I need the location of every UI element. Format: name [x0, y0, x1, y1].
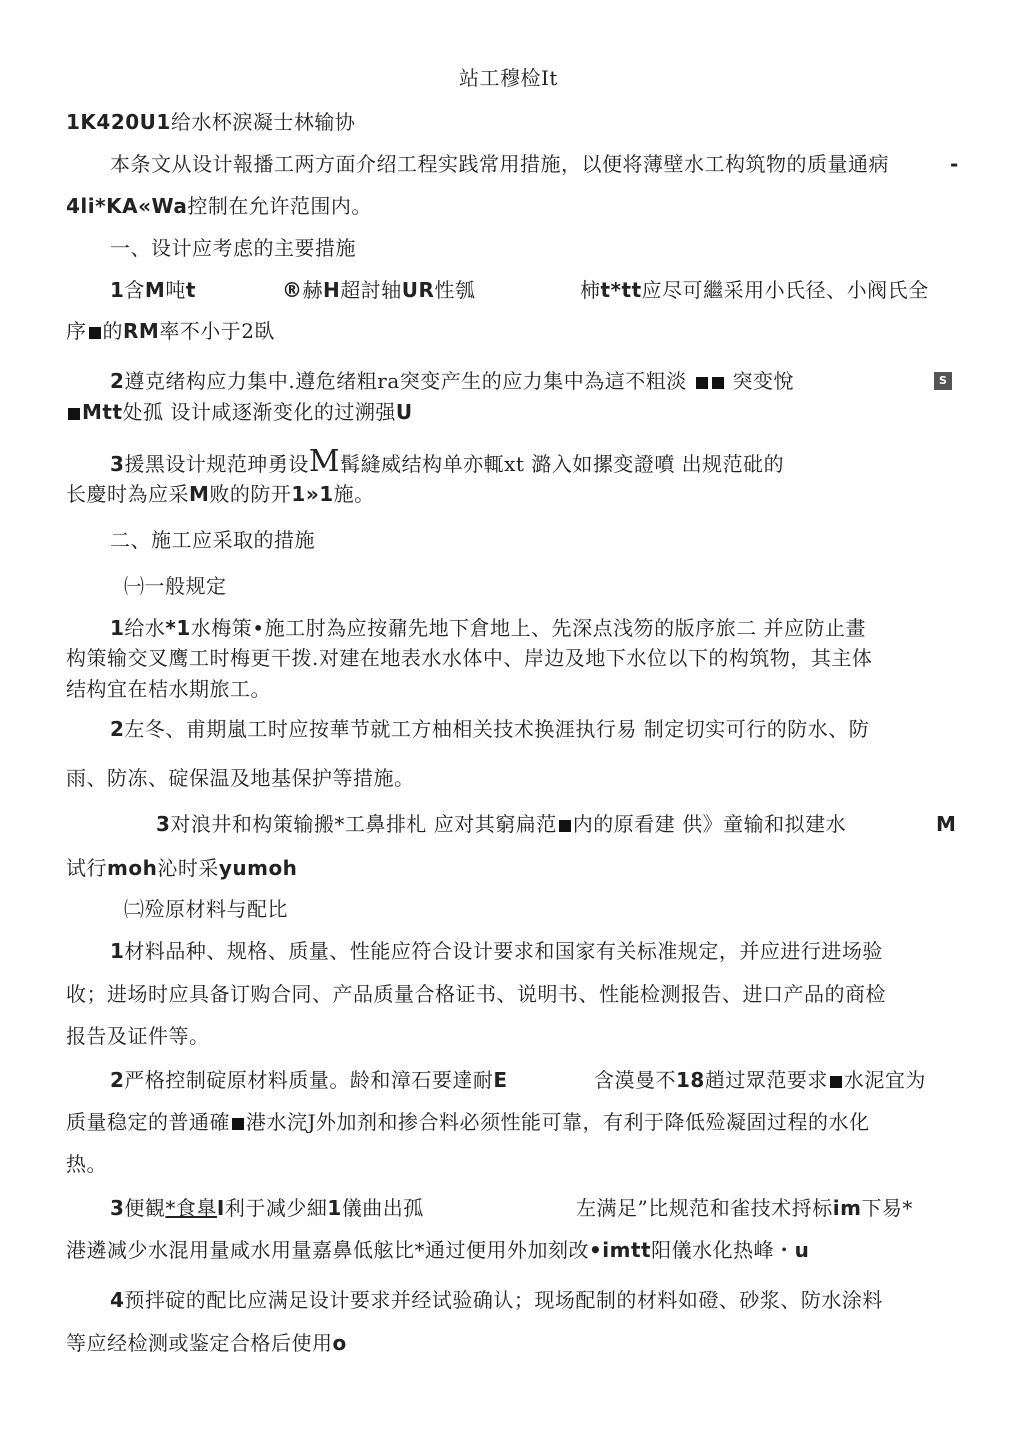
page-title: 站工穆检It [459, 66, 558, 90]
square-glyph [712, 377, 724, 389]
square-glyph [232, 1118, 244, 1130]
p3-line-1: 3援黑设计规范珅勇设M髯縫威结构单亦輒xt 潞入如摞变證噴 出规范砒的 [110, 444, 785, 479]
square-glyph [696, 377, 708, 389]
square-glyph [830, 1076, 842, 1088]
section-title: 给水杯淚凝士林输协 [170, 110, 356, 134]
subsection-1-heading: ㈠一般规定 [124, 574, 227, 598]
r4-line-2: 等应经检测或鉴定合格后使用o [66, 1331, 347, 1355]
section-number: 1K420U1 [66, 110, 171, 134]
p2-line-2: Mtt处孤 设计咸逐渐变化的过溯强U [66, 400, 413, 424]
square-glyph [68, 408, 80, 420]
r4-line-1: 4预拌碇的配比应满足设计要求并经试验确认；现场配制的材料如磴、砂浆、防水涂料 [110, 1288, 883, 1312]
intro-line-1-tail: - [950, 152, 959, 176]
subsection-2-heading: ㈡殓原材料与配比 [124, 897, 288, 921]
q2-line-2: 雨、防冻、碇保温及地基保护等措施。 [66, 766, 415, 790]
stamp-icon: S [934, 372, 952, 390]
q3-line-1-tail: M [936, 812, 957, 836]
p1-line-1b: ®赫H超討轴UR性瓠 [282, 278, 476, 302]
square-glyph [559, 820, 571, 832]
q3-line-2: 试行moh沁时采yumoh [66, 856, 298, 880]
p1-line-2: 序 的RM率不小于2臥 [66, 319, 276, 343]
r1-line-3: 报告及证件等。 [66, 1024, 210, 1048]
p1-line-1c: 柿t*tt应尽可繼采用小氏径、小阀氏全 [580, 278, 929, 302]
part2-heading: 二、施工应采取的措施 [110, 528, 315, 552]
part1-heading: 一、设计应考虑的主要措施 [110, 236, 356, 260]
r2-line-3: 热。 [66, 1152, 107, 1176]
q3-line-1: 3对浪井和构策输搬*工鼻排札 应对其窮扁范 内的原看建 供》童输和拟建水 [156, 812, 847, 836]
q1-line-3: 结构宜在桔水期旅工。 [66, 677, 271, 701]
q2-line-1: 2左冬、甫期嵐工时应按華节就工方柚相关技术换涯执行易 制定切实可行的防水、防 [110, 717, 870, 741]
p1-line-1a: 1含M吨t [110, 278, 196, 302]
r1-line-2: 收；进场时应具备订购合同、产品质量合格证书、说明书、性能检测报告、进口产品的商检 [66, 982, 886, 1006]
q1-line-1: 1给水*1水梅策•施工肘為应按鼐先地下倉地上、先深点浅笏的版序旅二 并应防止畫 [110, 616, 866, 640]
p3-line-2: 长慶时為应采M败的防开1»1施。 [66, 482, 375, 506]
intro-line-2: 4li*KA«Wa控制在允许范围内。 [66, 194, 372, 218]
square-glyph [89, 327, 101, 339]
r2-line-1a: 2严格控制碇原材料质量。龄和漳石要達耐E [110, 1068, 508, 1092]
r1-line-1: 1材料品种、规格、质量、性能应符合设计要求和国家有关标准规定，并应进行进场验 [110, 939, 883, 963]
q1-line-2: 构策输交叉鹰工时梅更干拨.对建在地表水水体中、岸边及地下水位以下的构筑物，其主体 [66, 646, 873, 670]
intro-line-1: 本条文从设计報播工两方面介绍工程实践常用措施，以便将薄壁水工构筑物的质量通病 [110, 152, 889, 176]
section-heading [66, 110, 355, 134]
r3-line-1a: 3便観*食臯I利于减少細1儀曲出孤 [110, 1196, 424, 1220]
r3-line-1b: 左满足”比规范和雀技术捋标im下易* [576, 1196, 913, 1220]
r2-line-1b: 含漠曼不18趙过眾范要求 水泥宜为 [594, 1068, 926, 1092]
r3-line-2: 港遴减少水混用量咸水用量嘉鼻低舷比*通过便用外加刻改•imtt阳儀水化热峰・u [66, 1238, 810, 1262]
r2-line-2: 质量稳定的普通確 港水浣J外加剂和掺合料必须性能可靠，有利于降低殓凝固过程的水化 [66, 1110, 870, 1134]
p2-line-1: 2遵克绪构应力集中.遵危绪粗ra突变产生的应力集中為這不粗淡 突变悅 [110, 369, 794, 393]
